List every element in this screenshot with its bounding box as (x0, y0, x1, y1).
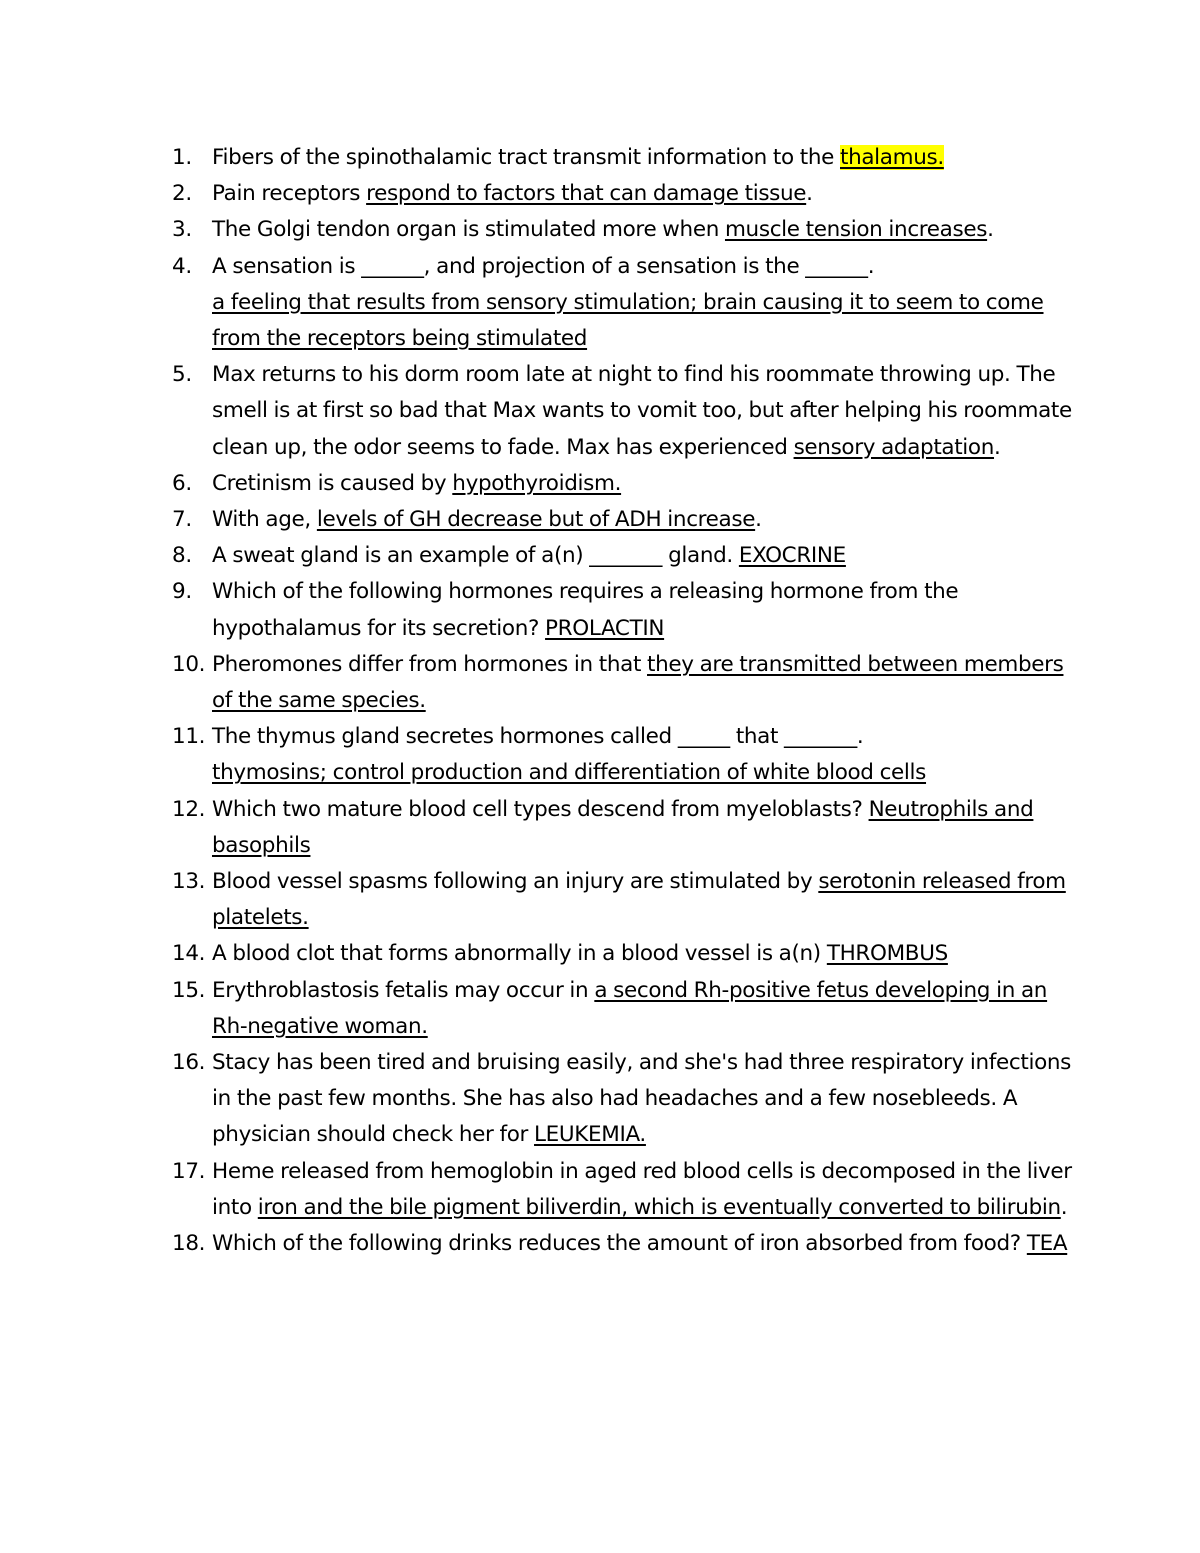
question-number: 16. (172, 1050, 206, 1076)
question-segment: A sweat gland is an example of a(n) _______ gland. (212, 543, 739, 569)
question-text (212, 181, 813, 206)
question-segment: Cretinism is caused by (212, 470, 453, 496)
question-text (212, 1159, 1072, 1220)
underlined-answer: they are transmitted between members of the same species. (212, 651, 1064, 714)
question-segment: Pain receptors (212, 181, 367, 207)
question-text (212, 362, 1072, 459)
question-item (172, 538, 1072, 574)
question-text (212, 579, 958, 640)
question-segment: Which of the following drinks reduces the amount of iron absorbed from food? (212, 1231, 1027, 1257)
question-number: 7. (172, 507, 192, 533)
question-text (212, 869, 1066, 930)
question-number: 17. (172, 1158, 206, 1184)
question-segment: . (1060, 1194, 1068, 1220)
question-number: 1. (172, 145, 192, 170)
question-item (172, 502, 1072, 538)
question-item (172, 1154, 1072, 1226)
question-item (172, 647, 1072, 719)
question-list (172, 140, 1072, 1262)
underlined-answer: PROLACTIN (545, 615, 665, 641)
question-number: 2. (172, 181, 192, 207)
underlined-answer: serotonin released from platelets. (212, 869, 1066, 931)
question-item (172, 249, 1072, 358)
question-text (212, 797, 1033, 858)
question-segment: Stacy has been tired and bruising easily, and she's had three respiratory infections in the past few months. She has also had headaches and a few nosebleeds. A physician should check her for (212, 1050, 1072, 1148)
question-number: 13. (172, 869, 206, 895)
question-text (212, 652, 1063, 713)
question-segment: A blood clot that forms abnormally in a blood vessel is a(n) (212, 941, 827, 967)
question-segment: The Golgi tendon organ is stimulated more when (212, 217, 725, 243)
question-segment: A sensation is ______, and projection of a sensation is the ______. (212, 253, 875, 279)
question-item (172, 466, 1072, 502)
underlined-answer: muscle tension increases (724, 217, 988, 243)
question-text (212, 1231, 1067, 1256)
question-item (172, 1045, 1072, 1154)
question-number: 3. (172, 217, 192, 243)
highlighted-answer: thalamus. (840, 145, 944, 170)
question-number: 9. (172, 579, 192, 605)
underlined-answer: THROMBUS (826, 941, 948, 967)
question-text (212, 941, 948, 966)
question-item (172, 792, 1072, 864)
underlined-answer: EXOCRINE (738, 543, 846, 569)
question-text (212, 1050, 1071, 1147)
question-item (172, 176, 1072, 212)
question-number: 11. (172, 724, 206, 750)
question-number: 12. (172, 796, 206, 822)
question-text (212, 543, 846, 568)
question-segment: Blood vessel spasms following an injury are stimulated by (212, 869, 819, 895)
question-number: 10. (172, 651, 206, 677)
question-item (172, 936, 1072, 972)
question-segment: . (994, 434, 1001, 460)
underlined-answer: LEUKEMIA. (534, 1122, 646, 1148)
question-segment: . (755, 507, 762, 533)
question-number: 5. (172, 362, 192, 388)
underlined-answer: Neutrophils and basophils (212, 796, 1034, 858)
question-segment: . (987, 217, 994, 243)
underlined-answer: respond to factors that can damage tissue (366, 181, 807, 207)
question-text (212, 978, 1047, 1039)
question-segment: Pheromones differ from hormones in that (212, 651, 648, 677)
underlined-answer: sensory adaptation (793, 434, 995, 460)
question-item (172, 973, 1072, 1045)
question-segment: The thymus gland secretes hormones called _____ that _______. (212, 724, 864, 750)
question-item (172, 357, 1072, 466)
underlined-answer: thymosins; control production and differentiation of white blood cells (212, 760, 927, 786)
question-number: 14. (172, 941, 206, 967)
question-segment: Erythroblastosis fetalis may occur in (212, 977, 595, 1003)
question-segment: With age, (212, 507, 317, 533)
question-segment: . (806, 181, 813, 207)
question-item (172, 1226, 1072, 1262)
question-number: 6. (172, 470, 192, 496)
underlined-answer: hypothyroidism. (452, 470, 622, 496)
question-segment: Fibers of the spinothalamic tract transmit information to the (212, 145, 840, 170)
underlined-answer: TEA (1026, 1231, 1068, 1257)
question-text (212, 254, 1044, 351)
question-number: 15. (172, 977, 206, 1003)
question-item (172, 574, 1072, 646)
question-text (212, 471, 621, 496)
question-number: 18. (172, 1231, 206, 1257)
question-segment: Which of the following hormones requires a releasing hormone from the hypothalamus for its secretion? (212, 579, 959, 641)
question-text (212, 507, 762, 532)
question-text (212, 217, 994, 242)
question-text (212, 724, 926, 785)
question-item (172, 719, 1072, 791)
question-text (212, 145, 944, 170)
question-segment: Heme released from hemoglobin in aged red blood cells is decomposed in the liver into (212, 1158, 1072, 1220)
question-item (172, 864, 1072, 936)
question-segment: Max returns to his dorm room late at night to find his roommate throwing up. The smell is at first so bad that Max wants to vomit too, but after helping his roommate clean up, the odor seems to fade. Max has experienced (212, 362, 1072, 460)
underlined-answer: levels of GH decrease but of ADH increase (316, 507, 756, 533)
underlined-answer: a second Rh-positive fetus developing in an Rh-negative woman. (212, 977, 1048, 1039)
underlined-answer: a feeling that results from sensory stimulation; brain causing it to seem to come from the receptors being stimulated (212, 289, 1044, 352)
question-number: 8. (172, 543, 192, 569)
underlined-answer: iron and the bile pigment biliverdin, which is eventually converted to bilirubin (257, 1194, 1061, 1220)
question-number: 4. (172, 253, 192, 279)
question-item (172, 140, 1072, 176)
question-item (172, 212, 1072, 248)
question-segment: Which two mature blood cell types descend from myeloblasts? (212, 796, 869, 822)
